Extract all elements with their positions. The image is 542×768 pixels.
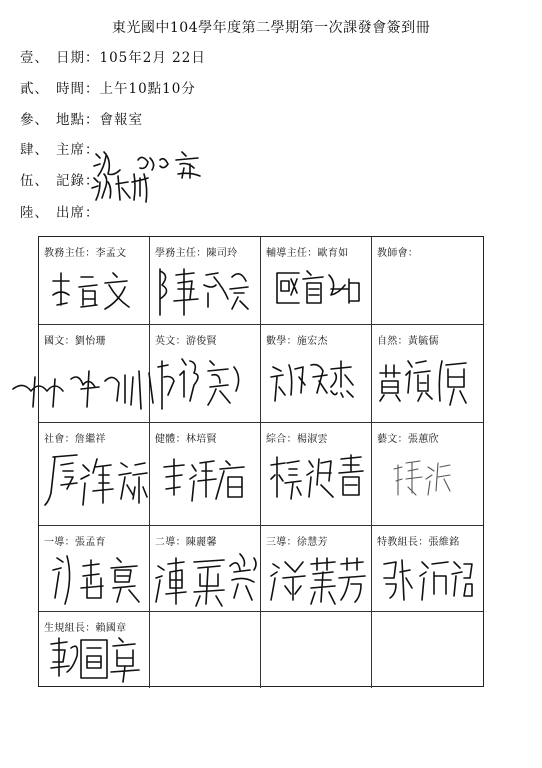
page-title: 東光國中104學年度第二學期第一次課發會簽到冊	[111, 20, 431, 36]
attendee-label: 教師會：	[377, 248, 419, 259]
info-label: 地點：	[56, 112, 100, 128]
info-label: 記錄：	[56, 173, 100, 189]
attendee-cell	[372, 612, 482, 688]
attendee-cell	[150, 612, 261, 688]
handwritten-signature-icon	[154, 347, 254, 417]
info-number: 陸、	[20, 205, 49, 221]
info-chair	[20, 138, 100, 158]
attendee-label: 三導：徐慧芳	[266, 537, 328, 548]
attendee-label: 學務主任：陳司玲	[155, 248, 238, 259]
handwritten-signature-icon	[376, 548, 476, 612]
attendee-cell	[150, 423, 261, 525]
info-attendance	[20, 201, 100, 221]
table-row	[39, 423, 483, 526]
attendee-cell	[261, 526, 372, 611]
attendee-label: 輔導主任：歐育如	[266, 248, 349, 259]
info-label: 日期：	[56, 50, 100, 66]
info-recorder	[20, 169, 100, 189]
attendee-cell	[372, 526, 482, 611]
attendee-label: 一導：張孟育	[44, 537, 106, 548]
attendee-cell	[261, 423, 372, 525]
attendee-label: 二導：陳麗馨	[155, 537, 217, 548]
handwritten-signature-icon	[376, 347, 476, 417]
attendee-label: 綜合：楊淑雲	[266, 434, 328, 445]
attendee-label: 藝文：張蕙欣	[377, 434, 439, 445]
attendee-cell	[261, 325, 372, 422]
info-label: 主席：	[56, 142, 100, 158]
handwritten-signature-icon	[47, 632, 147, 684]
attendance-table	[38, 236, 484, 687]
info-label: 出席：	[56, 205, 100, 221]
info-number: 參、	[20, 112, 49, 128]
attendee-label: 生規組長：賴國章	[44, 623, 127, 634]
attendee-cell	[39, 237, 150, 324]
table-row	[39, 612, 483, 688]
attendee-label: 國文：劉怡珊	[44, 336, 106, 347]
info-value: 105年2月 22日	[99, 50, 206, 66]
info-time	[20, 77, 196, 97]
attendee-cell	[150, 526, 261, 611]
table-row	[39, 325, 483, 423]
handwritten-signature-icon	[376, 445, 476, 515]
attendee-label: 英文：游俊賢	[155, 336, 217, 347]
info-number: 壹、	[20, 50, 49, 66]
handwritten-signature-icon	[43, 445, 148, 520]
table-row	[39, 237, 483, 325]
attendee-cell	[261, 612, 372, 688]
handwritten-signature-icon	[43, 259, 143, 319]
attendee-cell	[39, 423, 150, 525]
attendee-cell	[150, 237, 261, 324]
recorder-signature-icon	[90, 168, 160, 204]
handwritten-signature-icon	[265, 347, 365, 417]
handwritten-signature-icon	[265, 548, 370, 612]
attendee-cell	[372, 237, 482, 324]
attendee-cell	[150, 325, 261, 422]
attendee-label: 數學：施宏杰	[266, 336, 328, 347]
handwritten-signature-icon	[265, 259, 365, 319]
attendee-cell	[372, 423, 482, 525]
handwritten-signature-icon	[154, 548, 264, 612]
attendee-label: 特教組長：張維銘	[377, 537, 460, 548]
attendee-label: 健體：林培賢	[155, 434, 217, 445]
handwritten-signature-icon	[9, 351, 159, 421]
attendee-cell	[39, 325, 150, 422]
handwritten-signature-icon	[154, 445, 254, 515]
info-date	[20, 46, 206, 66]
attendee-cell	[372, 325, 482, 422]
info-location	[20, 108, 143, 128]
attendee-label: 自然：黃毓儒	[377, 336, 439, 347]
handwritten-signature-icon	[43, 548, 148, 612]
info-number: 貳、	[20, 81, 49, 97]
info-value: 上午10點10分	[99, 81, 196, 97]
info-label: 時間：	[56, 81, 100, 97]
info-number: 肆、	[20, 142, 49, 158]
table-row	[39, 526, 483, 612]
handwritten-signature-icon	[265, 445, 365, 515]
handwritten-signature-icon	[154, 259, 254, 319]
info-value: 會報室	[99, 112, 143, 128]
info-number: 伍、	[20, 173, 49, 189]
attendee-label: 教務主任：李孟文	[44, 248, 127, 259]
attendee-cell	[261, 237, 372, 324]
attendee-label: 社會：詹繼祥	[44, 434, 106, 445]
attendee-cell	[39, 526, 150, 611]
attendee-cell	[39, 612, 150, 688]
